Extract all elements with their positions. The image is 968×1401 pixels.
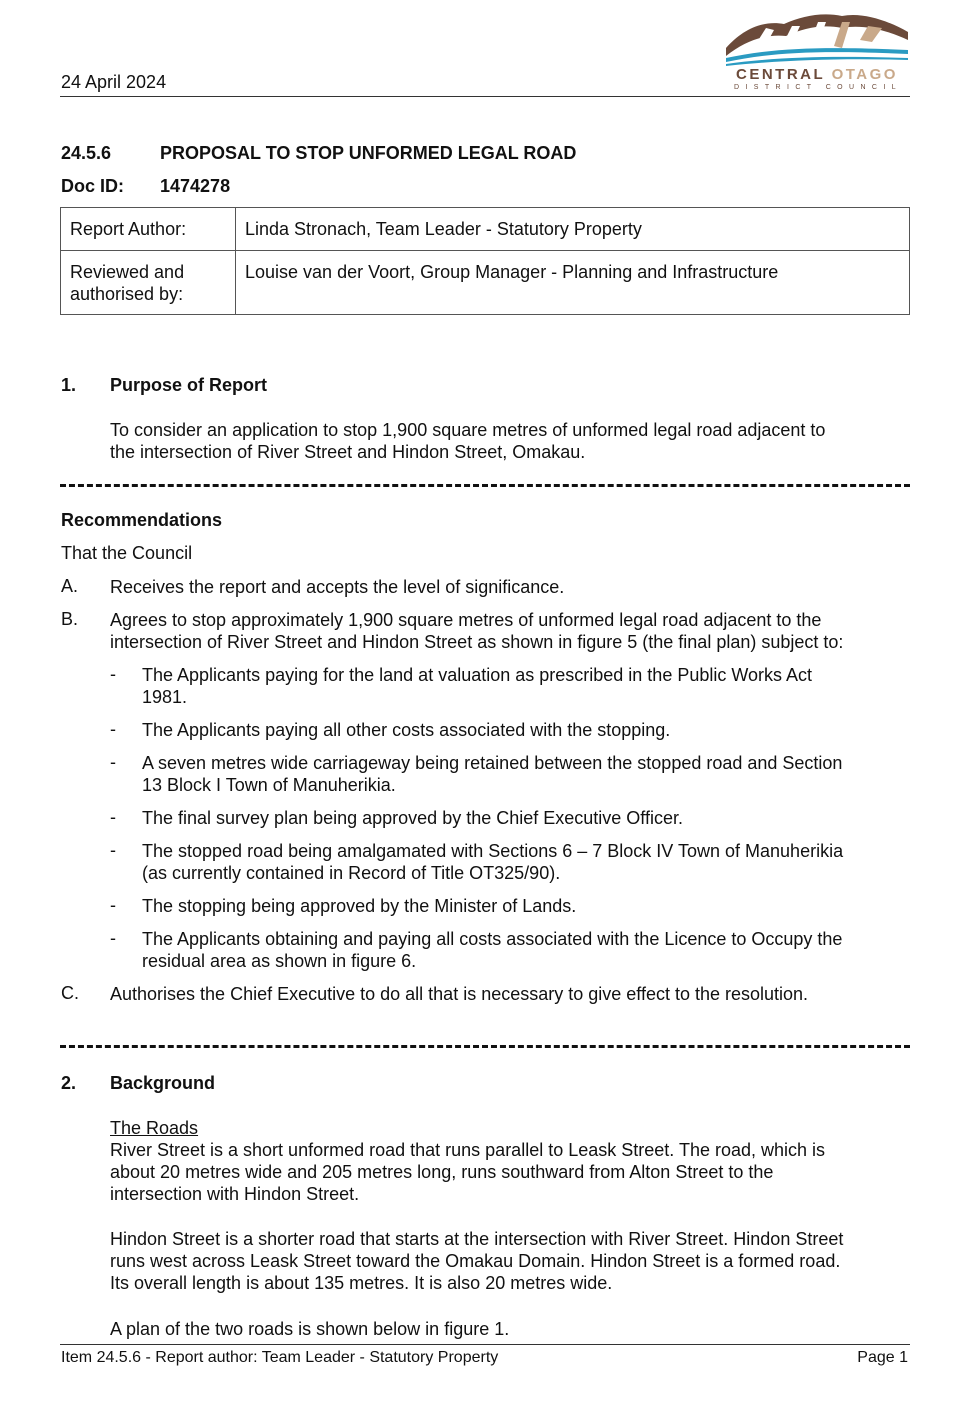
- background-roads: [110, 1117, 910, 1205]
- paragraph-line: intersection with Hindon Street.: [110, 1184, 360, 1204]
- reviewed-label-line2: authorised by:: [70, 284, 184, 304]
- section-divider: [60, 484, 910, 487]
- bullet-dash: -: [110, 895, 116, 915]
- table-row: [61, 208, 910, 251]
- bullet-dash: -: [110, 840, 116, 860]
- paragraph-line: Hindon Street is a shorter road that starts at the intersection with River Street. Hindon Street: [110, 1229, 844, 1249]
- report-meta-table: [60, 207, 910, 315]
- list-item: The stopping being approved by the Minister of Lands.: [142, 896, 577, 916]
- page-number: Page 1: [857, 1349, 908, 1366]
- list-item-line: The stopped road being amalgamated with Sections 6 – 7 Block IV Town of Manuherikia: [142, 841, 844, 861]
- logo-word-central: CENTRAL: [736, 66, 825, 83]
- section-1-number: 1.: [61, 375, 77, 395]
- rec-a-text: Receives the report and accepts the level of significance.: [110, 577, 565, 597]
- logo-subtitle: DISTRICT COUNCIL: [734, 84, 902, 91]
- recommendations-heading: Recommendations: [61, 510, 223, 530]
- bullet-dash: -: [110, 719, 116, 739]
- item-number: 24.5.6: [61, 143, 112, 163]
- list-item: The Applicants paying all other costs associated with the stopping.: [142, 720, 671, 740]
- purpose-line: the intersection of River Street and Hindon Street, Omakau.: [110, 442, 586, 462]
- council-logo: [722, 10, 912, 92]
- section-2-number: 2.: [61, 1073, 77, 1093]
- purpose-text: [110, 419, 910, 463]
- paragraph-line: Its overall length is about 135 metres. It is also 20 metres wide.: [110, 1273, 613, 1293]
- list-item-line: (as currently contained in Record of Title OT325/90).: [142, 863, 561, 883]
- item-title: PROPOSAL TO STOP UNFORMED LEGAL ROAD: [160, 143, 577, 163]
- author-label: Report Author:: [61, 208, 236, 251]
- rec-c-text: Authorises the Chief Executive to do all that is necessary to give effect to the resolution.: [110, 984, 809, 1004]
- reviewed-label: [61, 251, 236, 315]
- doc-id-label: Doc ID:: [61, 176, 124, 196]
- doc-id-value: 1474278: [160, 176, 231, 196]
- list-item: [142, 752, 907, 796]
- section-2-heading: Background: [110, 1073, 216, 1093]
- list-item: [142, 840, 907, 884]
- bullet-dash: -: [110, 928, 116, 948]
- paragraph-line: runs west across Leask Street toward the Omakau Domain. Hindon Street is a formed road.: [110, 1251, 841, 1271]
- reviewed-label-line1: Reviewed and: [70, 262, 185, 282]
- paragraph-line: about 20 metres wide and 205 metres long, runs southward from Alton Street to the: [110, 1162, 774, 1182]
- bullet-dash: -: [110, 807, 116, 827]
- rec-b-letter: B.: [61, 609, 79, 629]
- bullet-dash: -: [110, 664, 116, 684]
- list-item: [142, 664, 907, 708]
- rec-b-line: intersection of River Street and Hindon Street as shown in figure 5 (the final plan) subject to:: [110, 632, 844, 652]
- list-item: [142, 928, 907, 972]
- author-value: Linda Stronach, Team Leader - Statutory Property: [236, 208, 910, 251]
- list-item-line: The Applicants obtaining and paying all costs associated with the Licence to Occupy the: [142, 929, 843, 949]
- logo-wordmark: [722, 66, 912, 83]
- paragraph-line: River Street is a short unformed road that runs parallel to Leask Street. The road, which is: [110, 1140, 826, 1160]
- list-item-line: The Applicants paying for the land at valuation as prescribed in the Public Works Act: [142, 665, 813, 685]
- section-divider: [60, 1045, 910, 1048]
- purpose-line: To consider an application to stop 1,900 square metres of unformed legal road adjacent to: [110, 420, 826, 440]
- footer-divider: [60, 1344, 910, 1345]
- list-item-line: A seven metres wide carriageway being retained between the stopped road and Section: [142, 753, 843, 773]
- header-divider: [60, 96, 910, 97]
- bullet-dash: -: [110, 752, 116, 772]
- list-item-line: 1981.: [142, 687, 188, 707]
- rec-a-letter: A.: [61, 576, 79, 596]
- reviewed-value: Louise van der Voort, Group Manager - Planning and Infrastructure: [236, 251, 910, 315]
- background-plan-note: A plan of the two roads is shown below in figure 1.: [110, 1319, 510, 1339]
- report-date: 24 April 2024: [61, 72, 167, 92]
- roads-subheading: The Roads: [110, 1118, 199, 1138]
- mountain-logo-icon: [722, 10, 912, 66]
- list-item-line: residual area as shown in figure 6.: [142, 951, 417, 971]
- rec-b-line: Agrees to stop approximately 1,900 square metres of unformed legal road adjacent to the: [110, 610, 822, 630]
- rec-c-letter: C.: [61, 983, 79, 1003]
- footer-item: Item 24.5.6 - Report author: Team Leader - Statutory Property: [61, 1349, 499, 1366]
- rec-b-text: [110, 609, 910, 653]
- list-item-line: 13 Block I Town of Manuherikia.: [142, 775, 396, 795]
- recommendations-intro: That the Council: [61, 543, 193, 563]
- table-row: [61, 251, 910, 315]
- list-item: The final survey plan being approved by the Chief Executive Officer.: [142, 808, 683, 828]
- section-1-heading: Purpose of Report: [110, 375, 268, 395]
- logo-word-otago: OTAGO: [831, 66, 898, 83]
- background-hindon: [110, 1228, 910, 1294]
